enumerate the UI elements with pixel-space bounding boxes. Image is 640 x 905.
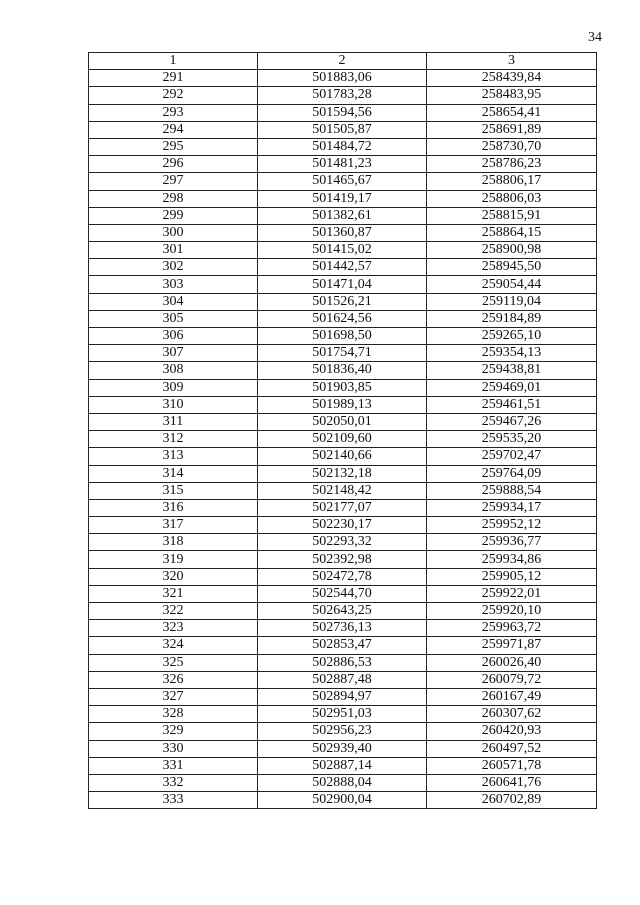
cell-y-coordinate: 260641,76 [427,774,597,791]
table-row [89,757,597,774]
cell-y-coordinate: 258815,91 [427,207,597,224]
cell-x-coordinate: 501481,23 [258,156,427,173]
table-row [89,706,597,723]
cell-point-number: 319 [89,551,258,568]
table-row [89,482,597,499]
cell-x-coordinate: 502894,97 [258,688,427,705]
cell-point-number: 303 [89,276,258,293]
cell-y-coordinate: 259934,86 [427,551,597,568]
table-row [89,585,597,602]
cell-y-coordinate: 259119,04 [427,293,597,310]
cell-y-coordinate: 259438,81 [427,362,597,379]
cell-x-coordinate: 501484,72 [258,138,427,155]
cell-y-coordinate: 258786,23 [427,156,597,173]
table-row [89,121,597,138]
cell-x-coordinate: 502230,17 [258,517,427,534]
cell-point-number: 292 [89,87,258,104]
table-row [89,740,597,757]
cell-y-coordinate: 259936,77 [427,534,597,551]
cell-x-coordinate: 501442,57 [258,259,427,276]
table-row [89,534,597,551]
cell-y-coordinate: 259922,01 [427,585,597,602]
cell-y-coordinate: 259905,12 [427,568,597,585]
table-row [89,396,597,413]
cell-point-number: 301 [89,242,258,259]
cell-x-coordinate: 501360,87 [258,224,427,241]
header-row [89,53,597,70]
cell-y-coordinate: 259469,01 [427,379,597,396]
cell-point-number: 313 [89,448,258,465]
cell-x-coordinate: 501624,56 [258,310,427,327]
cell-point-number: 326 [89,671,258,688]
cell-y-coordinate: 259702,47 [427,448,597,465]
cell-x-coordinate: 502886,53 [258,654,427,671]
table-row [89,688,597,705]
table-row [89,551,597,568]
table-row [89,517,597,534]
table-row [89,138,597,155]
table-row [89,190,597,207]
table-row [89,603,597,620]
cell-point-number: 316 [89,499,258,516]
cell-point-number: 328 [89,706,258,723]
table-row [89,242,597,259]
table-row [89,723,597,740]
page-number: 34 [588,30,602,45]
cell-y-coordinate: 259920,10 [427,603,597,620]
table-row [89,173,597,190]
cell-point-number: 330 [89,740,258,757]
cell-x-coordinate: 502392,98 [258,551,427,568]
table-row [89,70,597,87]
cell-point-number: 298 [89,190,258,207]
table-row [89,293,597,310]
cell-x-coordinate: 502293,32 [258,534,427,551]
table-row [89,620,597,637]
cell-point-number: 318 [89,534,258,551]
table-row [89,774,597,791]
table-row [89,87,597,104]
table-row [89,413,597,430]
cell-point-number: 307 [89,345,258,362]
cell-y-coordinate: 259461,51 [427,396,597,413]
cell-x-coordinate: 501698,50 [258,328,427,345]
cell-y-coordinate: 258439,84 [427,70,597,87]
table-row [89,431,597,448]
cell-x-coordinate: 502736,13 [258,620,427,637]
cell-x-coordinate: 501415,02 [258,242,427,259]
cell-x-coordinate: 502544,70 [258,585,427,602]
cell-x-coordinate: 502853,47 [258,637,427,654]
cell-y-coordinate: 259971,87 [427,637,597,654]
cell-y-coordinate: 259467,26 [427,413,597,430]
cell-y-coordinate: 260167,49 [427,688,597,705]
header-cell-y: 3 [427,53,597,70]
cell-point-number: 322 [89,603,258,620]
header-cell-x: 2 [258,53,427,70]
table-row [89,379,597,396]
cell-x-coordinate: 501419,17 [258,190,427,207]
cell-point-number: 315 [89,482,258,499]
table-header [89,53,597,70]
cell-y-coordinate: 259952,12 [427,517,597,534]
cell-point-number: 308 [89,362,258,379]
cell-point-number: 310 [89,396,258,413]
cell-y-coordinate: 260571,78 [427,757,597,774]
table-body [89,70,597,809]
cell-x-coordinate: 501783,28 [258,87,427,104]
cell-point-number: 324 [89,637,258,654]
table-row [89,276,597,293]
cell-x-coordinate: 502140,66 [258,448,427,465]
cell-x-coordinate: 501989,13 [258,396,427,413]
cell-point-number: 325 [89,654,258,671]
cell-point-number: 321 [89,585,258,602]
cell-y-coordinate: 258864,15 [427,224,597,241]
cell-point-number: 333 [89,792,258,809]
cell-point-number: 327 [89,688,258,705]
cell-x-coordinate: 502148,42 [258,482,427,499]
cell-point-number: 329 [89,723,258,740]
table-row [89,207,597,224]
cell-point-number: 302 [89,259,258,276]
cell-point-number: 309 [89,379,258,396]
cell-x-coordinate: 501505,87 [258,121,427,138]
cell-point-number: 331 [89,757,258,774]
cell-x-coordinate: 502887,14 [258,757,427,774]
cell-point-number: 314 [89,465,258,482]
cell-point-number: 311 [89,413,258,430]
cell-y-coordinate: 258483,95 [427,87,597,104]
cell-point-number: 293 [89,104,258,121]
cell-point-number: 312 [89,431,258,448]
cell-y-coordinate: 260702,89 [427,792,597,809]
cell-point-number: 296 [89,156,258,173]
cell-y-coordinate: 260307,62 [427,706,597,723]
cell-y-coordinate: 260420,93 [427,723,597,740]
cell-y-coordinate: 259764,09 [427,465,597,482]
cell-x-coordinate: 502472,78 [258,568,427,585]
header-cell-point: 1 [89,53,258,70]
cell-y-coordinate: 258806,03 [427,190,597,207]
cell-x-coordinate: 502177,07 [258,499,427,516]
cell-x-coordinate: 502956,23 [258,723,427,740]
cell-x-coordinate: 501903,85 [258,379,427,396]
cell-point-number: 297 [89,173,258,190]
cell-x-coordinate: 502888,04 [258,774,427,791]
cell-y-coordinate: 258945,50 [427,259,597,276]
cell-point-number: 291 [89,70,258,87]
table-row [89,104,597,121]
cell-y-coordinate: 259354,13 [427,345,597,362]
cell-point-number: 305 [89,310,258,327]
cell-y-coordinate: 259535,20 [427,431,597,448]
cell-y-coordinate: 258900,98 [427,242,597,259]
table-row [89,156,597,173]
cell-y-coordinate: 259184,89 [427,310,597,327]
cell-x-coordinate: 501754,71 [258,345,427,362]
cell-x-coordinate: 501382,61 [258,207,427,224]
cell-x-coordinate: 501883,06 [258,70,427,87]
table-row [89,310,597,327]
table-row [89,328,597,345]
cell-y-coordinate: 258806,17 [427,173,597,190]
cell-x-coordinate: 502643,25 [258,603,427,620]
cell-x-coordinate: 502939,40 [258,740,427,757]
table-row [89,499,597,516]
table-row [89,654,597,671]
cell-y-coordinate: 258654,41 [427,104,597,121]
table-row [89,465,597,482]
cell-point-number: 317 [89,517,258,534]
table-row [89,637,597,654]
table-row [89,568,597,585]
cell-x-coordinate: 501836,40 [258,362,427,379]
cell-y-coordinate: 259963,72 [427,620,597,637]
table-row [89,259,597,276]
table-row [89,792,597,809]
cell-point-number: 295 [89,138,258,155]
cell-y-coordinate: 260026,40 [427,654,597,671]
cell-point-number: 306 [89,328,258,345]
table-row [89,448,597,465]
cell-x-coordinate: 502887,48 [258,671,427,688]
cell-y-coordinate: 259265,10 [427,328,597,345]
cell-y-coordinate: 260079,72 [427,671,597,688]
cell-point-number: 320 [89,568,258,585]
cell-y-coordinate: 259934,17 [427,499,597,516]
table-row [89,362,597,379]
cell-x-coordinate: 501526,21 [258,293,427,310]
cell-y-coordinate: 260497,52 [427,740,597,757]
cell-x-coordinate: 502900,04 [258,792,427,809]
cell-y-coordinate: 259888,54 [427,482,597,499]
cell-point-number: 332 [89,774,258,791]
table-row [89,345,597,362]
cell-x-coordinate: 502951,03 [258,706,427,723]
table-row [89,671,597,688]
cell-y-coordinate: 258730,70 [427,138,597,155]
cell-x-coordinate: 502109,60 [258,431,427,448]
cell-x-coordinate: 502132,18 [258,465,427,482]
cell-point-number: 300 [89,224,258,241]
cell-x-coordinate: 501471,04 [258,276,427,293]
cell-x-coordinate: 501594,56 [258,104,427,121]
coordinates-table [88,52,597,809]
cell-point-number: 323 [89,620,258,637]
cell-point-number: 299 [89,207,258,224]
cell-y-coordinate: 259054,44 [427,276,597,293]
cell-y-coordinate: 258691,89 [427,121,597,138]
cell-point-number: 304 [89,293,258,310]
cell-point-number: 294 [89,121,258,138]
cell-x-coordinate: 501465,67 [258,173,427,190]
cell-x-coordinate: 502050,01 [258,413,427,430]
table-row [89,224,597,241]
